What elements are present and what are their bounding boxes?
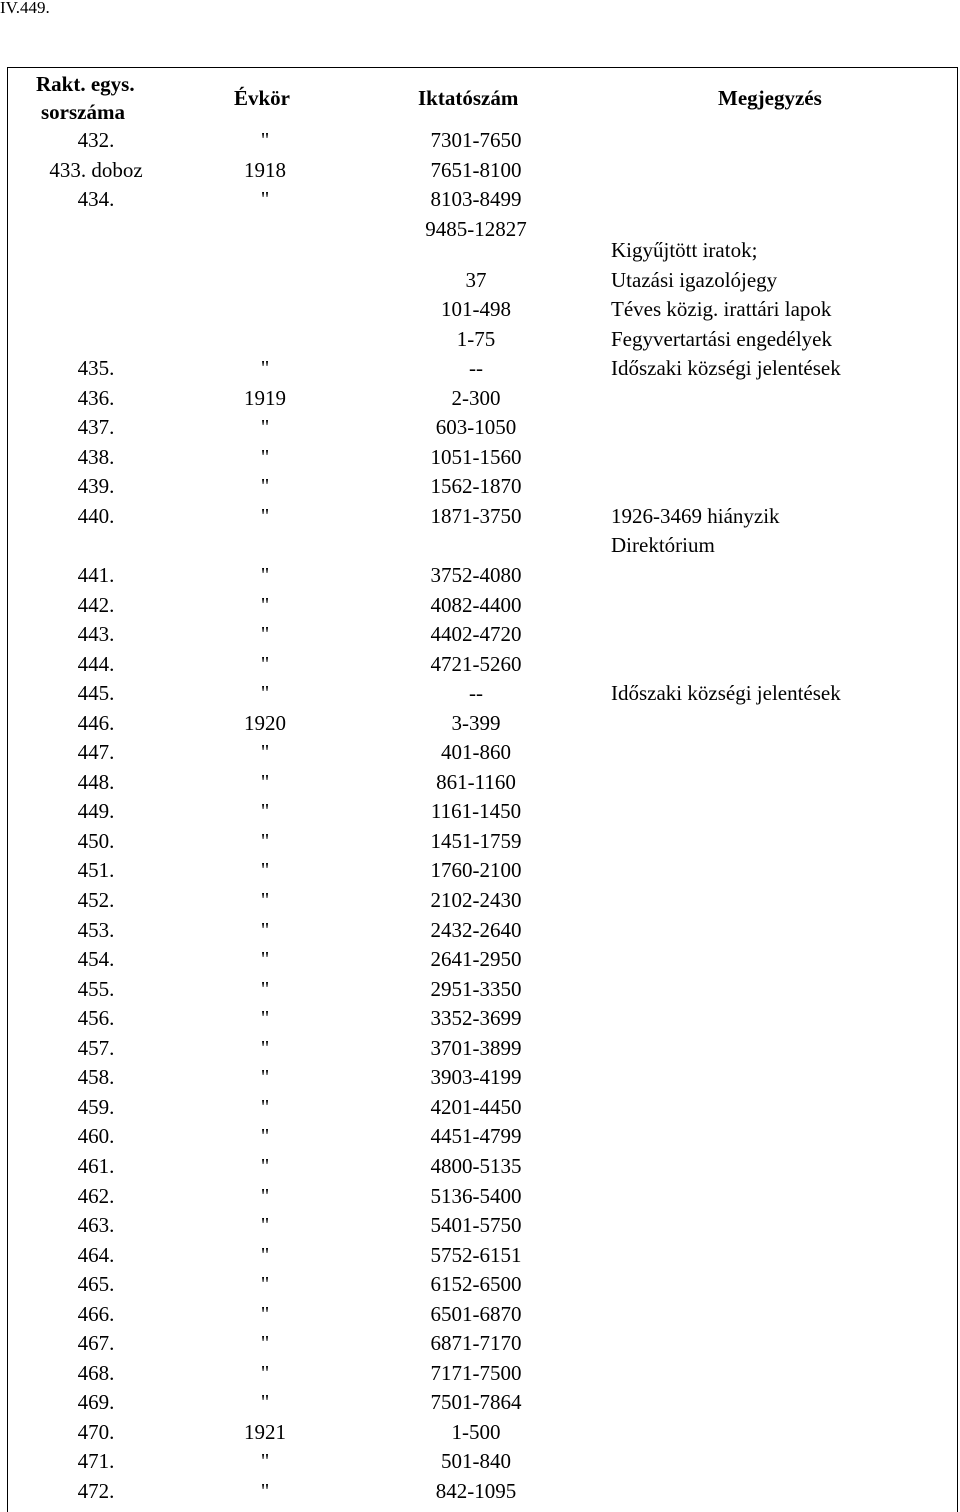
unit-number-cell: 437. (77, 415, 115, 440)
year-cell: " (260, 1153, 270, 1178)
unit-number-cell: 463. (77, 1213, 115, 1238)
year-cell: 1920 (244, 710, 286, 735)
registration-number-cell: 4800-5135 (430, 1153, 522, 1178)
unit-number-cell: 441. (77, 562, 115, 587)
registration-number-cell: 4201-4450 (430, 1094, 522, 1119)
year-cell: " (260, 976, 270, 1001)
note-cell: Időszaki községi jelentések (611, 681, 841, 706)
registration-number-cell: 1562-1870 (430, 474, 522, 499)
year-cell: " (260, 622, 270, 647)
unit-number-cell: 454. (77, 947, 115, 972)
registration-number-cell: 2-300 (451, 385, 501, 410)
registration-number-cell: 3752-4080 (430, 562, 522, 587)
registration-number-cell: -- (469, 681, 483, 706)
year-cell: " (260, 740, 270, 765)
year-cell: 1921 (244, 1419, 286, 1444)
unit-number-cell: 453. (77, 917, 115, 942)
unit-number-cell: 462. (77, 1183, 115, 1208)
year-cell: " (260, 1006, 270, 1031)
registration-number-cell: 1051-1560 (430, 444, 522, 469)
note-cell: Utazási igazolójegy (611, 267, 778, 292)
registration-number-cell: 2102-2430 (430, 888, 522, 913)
unit-number-cell: 472. (77, 1479, 115, 1504)
note-cell: Kigyűjtött iratok; (611, 238, 758, 263)
year-cell: " (260, 1301, 270, 1326)
year-cell: 1918 (244, 157, 286, 182)
unit-number-cell: 434. (77, 187, 115, 212)
year-cell: " (260, 799, 270, 824)
unit-number-cell: 469. (77, 1390, 115, 1415)
unit-number-cell: 460. (77, 1124, 115, 1149)
year-cell: " (260, 1272, 270, 1297)
unit-number-cell: 450. (77, 828, 115, 853)
note-cell: Időszaki községi jelentések (611, 356, 841, 381)
page-identifier: IV.449. (0, 0, 50, 17)
unit-number-cell: 443. (77, 622, 115, 647)
unit-number-cell: 449. (77, 799, 115, 824)
year-cell: " (260, 356, 270, 381)
unit-number-cell: 442. (77, 592, 115, 617)
unit-number-cell: 452. (77, 888, 115, 913)
registration-number-cell: 8103-8499 (430, 187, 522, 212)
registration-number-cell: 501-840 (441, 1449, 511, 1474)
unit-number-cell: 458. (77, 1065, 115, 1090)
unit-number-cell: 448. (77, 769, 115, 794)
year-cell: " (260, 858, 270, 883)
unit-number-cell: 466. (77, 1301, 115, 1326)
year-cell: " (260, 1449, 270, 1474)
registration-number-cell: 401-860 (441, 740, 511, 765)
registration-number-cell: 3701-3899 (430, 1035, 522, 1060)
year-cell: " (260, 503, 270, 528)
registration-number-cell: 1-75 (456, 326, 496, 351)
registration-number-cell: 7501-7864 (430, 1390, 522, 1415)
registration-number-cell: 1871-3750 (430, 503, 522, 528)
unit-number-cell: 470. (77, 1419, 115, 1444)
header-note: Megjegyzés (718, 86, 822, 110)
registration-number-cell: 6871-7170 (430, 1331, 522, 1356)
registration-number-cell: 4451-4799 (430, 1124, 522, 1149)
unit-number-cell: 440. (77, 503, 115, 528)
year-cell: " (260, 187, 270, 212)
registration-number-cell: 1760-2100 (430, 858, 522, 883)
year-cell: " (260, 415, 270, 440)
year-cell: " (260, 1035, 270, 1060)
unit-number-cell: 438. (77, 444, 115, 469)
unit-number-cell: 445. (77, 681, 115, 706)
year-cell: " (260, 769, 270, 794)
unit-number-cell: 461. (77, 1153, 115, 1178)
registration-number-cell: 2951-3350 (430, 976, 522, 1001)
unit-number-cell: 468. (77, 1360, 115, 1385)
year-cell: " (260, 1360, 270, 1385)
unit-number-cell: 459. (77, 1094, 115, 1119)
registration-number-cell: 3352-3699 (430, 1006, 522, 1031)
year-cell: " (260, 917, 270, 942)
year-cell: " (260, 888, 270, 913)
year-cell: " (260, 474, 270, 499)
unit-number-cell: 464. (77, 1242, 115, 1267)
registration-number-cell: 1161-1450 (430, 799, 522, 824)
year-cell: " (260, 128, 270, 152)
note-cell: Fegyvertartási engedélyek (611, 326, 832, 351)
year-cell: " (260, 947, 270, 972)
year-cell: 1919 (244, 385, 286, 410)
unit-number-cell: 446. (77, 710, 115, 735)
unit-number-cell: 471. (77, 1449, 115, 1474)
registration-number-cell: 37 (465, 267, 487, 292)
registration-number-cell: 842-1095 (435, 1479, 517, 1504)
year-cell: " (260, 1479, 270, 1504)
year-cell: " (260, 562, 270, 587)
registration-number-cell: 2641-2950 (430, 947, 522, 972)
year-cell: " (260, 1065, 270, 1090)
registration-number-cell: 861-1160 (436, 769, 516, 794)
note-cell: 1926-3469 hiányzik (611, 503, 780, 528)
registration-number-cell: 101-498 (441, 297, 511, 322)
header-registration-number: Iktatószám (418, 86, 519, 110)
year-cell: " (260, 681, 270, 706)
registration-number-cell: 5136-5400 (430, 1183, 522, 1208)
unit-number-cell: 436. (77, 385, 115, 410)
year-cell: " (260, 1242, 270, 1267)
registration-number-cell: 7651-8100 (430, 157, 522, 182)
registration-number-cell: 6152-6500 (430, 1272, 522, 1297)
unit-number-cell: 444. (77, 651, 115, 676)
year-cell: " (260, 444, 270, 469)
archive-register-table (7, 67, 958, 1512)
unit-number-cell: 432. (77, 128, 115, 152)
registration-number-cell: 4721-5260 (430, 651, 522, 676)
year-cell: " (260, 592, 270, 617)
year-cell: " (260, 828, 270, 853)
registration-number-cell: 3903-4199 (430, 1065, 522, 1090)
unit-number-cell: 465. (77, 1272, 115, 1297)
unit-number-cell: 447. (77, 740, 115, 765)
registration-number-cell: 7301-7650 (430, 128, 522, 152)
note-cell: Direktórium (611, 533, 715, 558)
registration-number-cell: 1451-1759 (430, 828, 522, 853)
header-unit-number-line1: Rakt. egys. (36, 72, 135, 96)
registration-number-cell: 2432-2640 (430, 917, 522, 942)
unit-number-cell: 439. (77, 474, 115, 499)
registration-number-cell: 3-399 (451, 710, 501, 735)
registration-number-cell: 4082-4400 (430, 592, 522, 617)
unit-number-cell: 433. doboz (49, 157, 143, 182)
year-cell: " (260, 1390, 270, 1415)
year-cell: " (260, 1331, 270, 1356)
header-year: Évkör (234, 86, 291, 110)
year-cell: " (260, 1183, 270, 1208)
unit-number-cell: 457. (77, 1035, 115, 1060)
unit-number-cell: 451. (77, 858, 115, 883)
registration-number-cell: 1-500 (451, 1419, 501, 1444)
unit-number-cell: 467. (77, 1331, 115, 1356)
registration-number-cell: 5752-6151 (430, 1242, 522, 1267)
registration-number-cell: 603-1050 (435, 415, 517, 440)
year-cell: " (260, 1094, 270, 1119)
unit-number-cell: 456. (77, 1006, 115, 1031)
registration-number-cell: 4402-4720 (430, 622, 522, 647)
registration-number-cell: -- (469, 356, 483, 381)
unit-number-cell: 435. (77, 356, 115, 381)
registration-number-cell: 6501-6870 (430, 1301, 522, 1326)
note-cell: Téves közig. irattári lapok (611, 297, 832, 322)
year-cell: " (260, 651, 270, 676)
registration-number-cell: 7171-7500 (430, 1360, 522, 1385)
registration-number-cell: 5401-5750 (430, 1213, 522, 1238)
unit-number-cell: 455. (77, 976, 115, 1001)
registration-number-cell: 9485-12827 (425, 216, 527, 241)
year-cell: " (260, 1124, 270, 1149)
year-cell: " (260, 1213, 270, 1238)
header-unit-number-line2: sorszáma (41, 100, 125, 124)
